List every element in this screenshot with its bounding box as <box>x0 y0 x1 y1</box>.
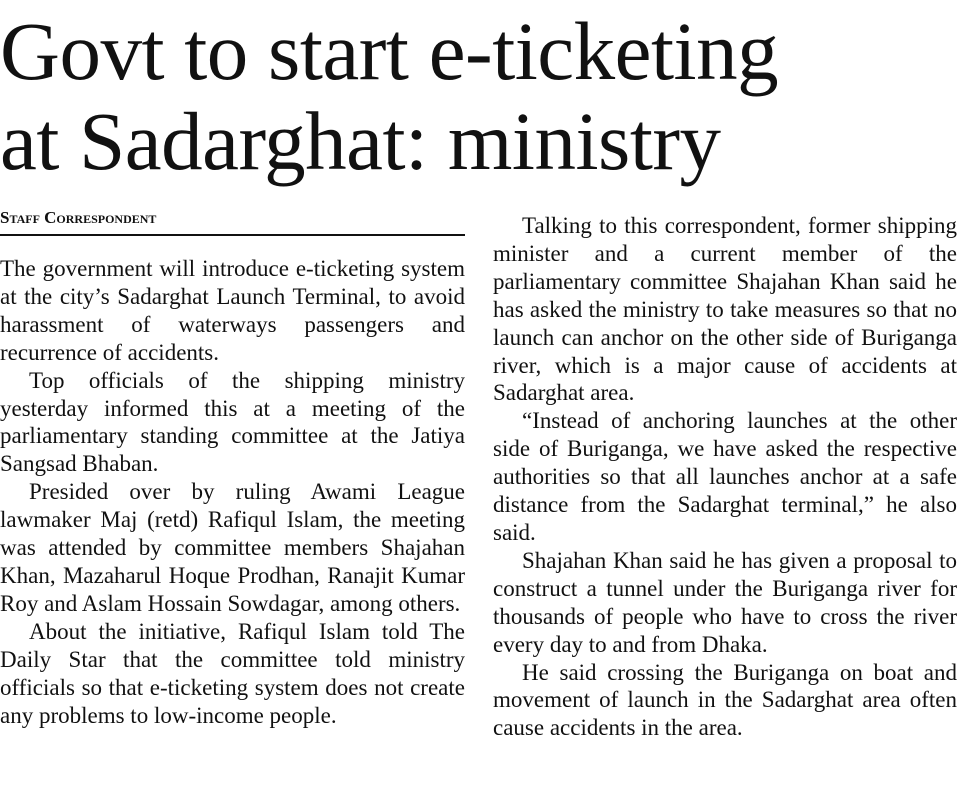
article-column-right <box>493 212 957 742</box>
paragraph: Presided over by ruling Awami League lawmaker Maj (retd) Rafiqul Islam, the meeting was attended by committee members Shajahan Khan, Mazaharul Hoque Prodhan, Ranajit Kumar Roy and Aslam Hossain Sowdagar, among others. <box>0 479 465 616</box>
headline-line-2: at Sadarghat: ministry <box>0 95 721 187</box>
paragraph: Shajahan Khan said he has given a proposal to construct a tunnel under the Buriganga river for thousands of people who have to cross the river every day to and from Dhaka. <box>493 547 957 657</box>
article-column-left <box>0 255 465 729</box>
paragraph: Top officials of the shipping ministry yesterday informed this at a meeting of the parliamentary standing committee at the Jatiya Sangsad Bhaban. <box>0 367 465 477</box>
paragraph: Talking to this correspondent, former shipping minister and a current member of the parliamentary committee Shajahan Khan said he has asked the ministry to take measures so that no launch can anchor on the other side of Buriganga river, which is a major cause of accidents at Sadarghat area. <box>493 213 957 406</box>
paragraph: “Instead of anchoring launches at the other side of Buriganga, we have asked the respective authorities so that all launches anchor at a safe distance from the Sadarghat terminal,” he also said. <box>493 408 957 545</box>
headline <box>0 6 957 186</box>
paragraph: The government will introduce e-ticketing system at the city’s Sadarghat Launch Terminal, to avoid harassment of waterways passengers and recurrence of accidents. <box>0 256 465 365</box>
paragraph: About the initiative, Rafiqul Islam told The Daily Star that the committee told ministry officials so that e-ticketing system does not create any problems to low-income people. <box>0 618 465 728</box>
headline-line-1: Govt to start e-ticketing <box>0 5 779 97</box>
paragraph: He said crossing the Buriganga on boat and movement of launch in the Sadarghat area often cause accidents in the area. <box>493 659 957 741</box>
byline: Staff Correspondent <box>0 206 465 236</box>
